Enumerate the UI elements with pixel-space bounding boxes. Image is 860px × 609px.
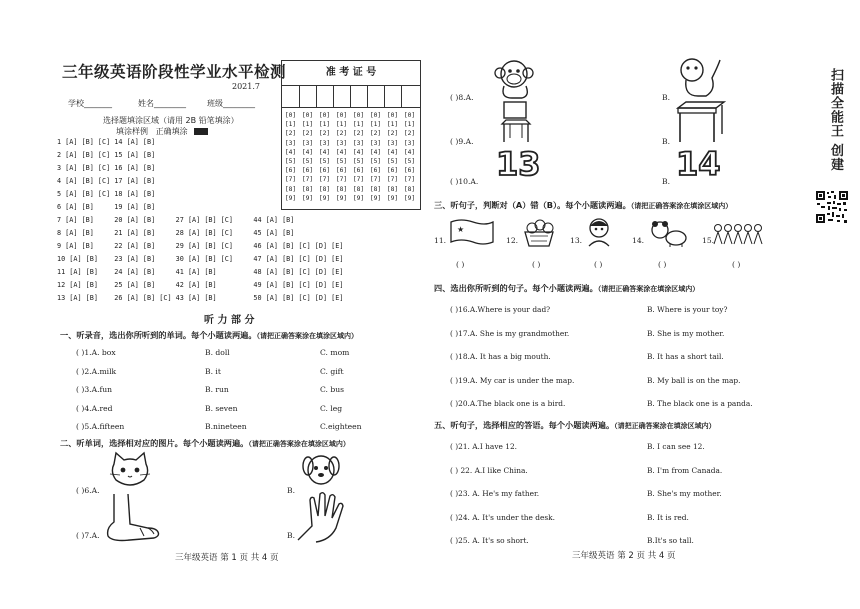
exam-id-digit-bubble[interactable]: [4] bbox=[284, 148, 297, 156]
svg-text:★: ★ bbox=[457, 225, 465, 234]
panda-animal-image bbox=[648, 218, 688, 248]
exam-id-digit-bubble[interactable]: [6] bbox=[301, 167, 314, 175]
exam-id-digit-bubble[interactable]: [1] bbox=[284, 121, 297, 129]
q8b-label: B. bbox=[662, 93, 670, 102]
exam-id-digit-bubble[interactable]: [4] bbox=[318, 148, 331, 156]
section1-option-b: B. it bbox=[205, 366, 221, 376]
section1-title bbox=[60, 330, 358, 341]
exam-id-digit-bubble[interactable]: [7] bbox=[335, 176, 348, 184]
section2-title-text: 二、听单词，选择相对应的图片。每个小题读两遍。 bbox=[60, 438, 249, 448]
section1-option-n: ( )5.A.fifteen bbox=[76, 422, 125, 431]
monkey-image-b bbox=[676, 56, 722, 100]
bubble-grid-row[interactable]: 11 [A] [B] 24 [A] [B] 41 [A] [B] 48 [A] [B] [C] [D] [E] bbox=[57, 268, 344, 276]
section1-option-c: C. bus bbox=[320, 385, 345, 394]
exam-id-digit-bubble[interactable]: [2] bbox=[284, 130, 297, 138]
exam-id-write-row[interactable] bbox=[282, 85, 420, 108]
chair-image bbox=[498, 100, 534, 144]
q10-label: ( )10.A. bbox=[450, 177, 479, 186]
section3-answer-blank[interactable]: ( ) bbox=[732, 260, 741, 269]
page2-s4_items-option-a: ( )16.A.Where is your dad? bbox=[450, 305, 551, 314]
exam-id-digit-bubble[interactable]: [1] bbox=[301, 121, 314, 129]
exam-id-digit-bubble[interactable]: [8] bbox=[301, 185, 314, 193]
bubble-grid-row[interactable]: 13 [A] [B] 26 [A] [B] [C] 43 [A] [B] 50 [A] [B] [C] [D] [E] bbox=[57, 294, 344, 302]
exam-id-digit-bubble[interactable]: [5] bbox=[352, 158, 365, 166]
exam-id-digit-bubble[interactable]: [3] bbox=[301, 139, 314, 147]
page2-s4_items-option-b: B. She is my mother. bbox=[647, 328, 725, 338]
cat-face-image bbox=[108, 450, 152, 490]
exam-id-digit-bubble[interactable]: [1] bbox=[403, 121, 416, 129]
page2-s5_items-option-b: B. It is red. bbox=[647, 512, 689, 522]
exam-id-digit-bubble[interactable]: [7] bbox=[369, 176, 382, 184]
page2-s5_items-option-a: ( ) 22. A.I like China. bbox=[450, 465, 528, 475]
exam-id-digit-bubble[interactable]: [3] bbox=[386, 139, 399, 147]
exam-id-digit-bubble[interactable]: [3] bbox=[318, 139, 331, 147]
bubble-grid-row[interactable]: 2 [A] [B] [C] 15 [A] [B] bbox=[57, 151, 156, 159]
section3-answer-blank[interactable]: ( ) bbox=[456, 260, 465, 269]
exam-id-digit-bubble[interactable]: [6] bbox=[386, 167, 399, 175]
exam-id-digit-bubble[interactable]: [0] bbox=[284, 112, 297, 119]
section1-option-n: ( )3.A.fun bbox=[76, 385, 113, 394]
exam-id-digit-bubble[interactable]: [9] bbox=[318, 194, 331, 202]
exam-id-digit-bubble[interactable]: [7] bbox=[386, 176, 399, 184]
dog-face-image bbox=[300, 448, 342, 490]
exam-id-digit-bubble[interactable]: [0] bbox=[352, 112, 365, 119]
class-label: 班级________ bbox=[207, 99, 255, 108]
section4-title bbox=[434, 283, 699, 294]
section3-answer-blank[interactable]: ( ) bbox=[532, 260, 541, 269]
section3-title-text: 三、听句子，判断对（A）错（B）。每个小题读两遍。 bbox=[434, 200, 631, 210]
crowd-children-image bbox=[712, 222, 770, 246]
page2-s4_items-option-b: B. Where is your toy? bbox=[647, 305, 728, 314]
fill-sample-swatch bbox=[194, 128, 208, 135]
exam-id-digit-bubble[interactable]: [5] bbox=[386, 158, 399, 166]
exam-id-digit-bubble[interactable]: [8] bbox=[369, 185, 382, 193]
exam-date: 2021.7 bbox=[232, 82, 260, 91]
exam-id-digit-bubble[interactable]: [4] bbox=[369, 148, 382, 156]
exam-id-digit-bubble[interactable]: [8] bbox=[335, 185, 348, 193]
fill-area-label: 选择题填涂区域（请用 2B 铅笔填涂） bbox=[103, 116, 239, 125]
exam-id-digit-bubble[interactable]: [5] bbox=[369, 158, 382, 166]
exam-id-digit-bubble[interactable]: [9] bbox=[335, 194, 348, 202]
exam-id-digit-bubble[interactable]: [5] bbox=[403, 158, 416, 166]
section1-title-text: 一、听录音，选出你所听到的单词。每个小题读两遍。 bbox=[60, 330, 257, 340]
name-label: 姓名________ bbox=[138, 99, 186, 108]
page2-s5_items-option-b: B. I can see 12. bbox=[647, 442, 705, 451]
exam-id-digit-bubble[interactable]: [4] bbox=[403, 148, 416, 156]
exam-id-digit-bubble[interactable]: [9] bbox=[284, 194, 297, 202]
footer-left: 三年级英语 第 1 页 共 4 页 bbox=[175, 553, 279, 563]
section3-item-label: 13. bbox=[570, 236, 583, 245]
exam-id-digit-bubble[interactable]: [6] bbox=[284, 167, 297, 175]
exam-id-digit-bubble[interactable]: [0] bbox=[403, 112, 416, 119]
section5-note: （请把正确答案涂在填涂区域内） bbox=[614, 422, 716, 430]
exam-id-digit-bubble[interactable]: [8] bbox=[386, 185, 399, 193]
section1-option-n: ( )2.A.milk bbox=[76, 366, 117, 376]
q6-label: ( )6.A. bbox=[76, 486, 100, 495]
exam-id-digit-bubble[interactable]: [8] bbox=[318, 185, 331, 193]
exam-id-digit-bubble[interactable]: [2] bbox=[318, 130, 331, 138]
bubble-answer-grid[interactable] bbox=[57, 138, 409, 334]
exam-id-digit-bubble[interactable]: [0] bbox=[335, 112, 348, 119]
section5-title-text: 五、听句子，选择相应的答语。每个小题读两遍。 bbox=[434, 420, 615, 430]
desk-image bbox=[676, 100, 726, 144]
page2-s5_items-option-a: ( )21. A.I have 12. bbox=[450, 442, 517, 451]
section3-title bbox=[434, 200, 732, 211]
exam-id-digit-bubble[interactable]: [2] bbox=[301, 130, 314, 138]
exam-id-digit-bubble[interactable]: [9] bbox=[403, 194, 416, 202]
page2-s4_items-option-b: B. It has a short tail. bbox=[647, 352, 724, 361]
listening-heading: 听 力 部 分 bbox=[204, 315, 255, 326]
exam-id-digit-bubble[interactable]: [9] bbox=[352, 194, 365, 202]
exam-id-digit-bubble[interactable]: [3] bbox=[335, 139, 348, 147]
section4-title-text: 四、选出你所听到的句子。每个小题读两遍。 bbox=[434, 283, 598, 293]
exam-id-digit-bubble[interactable]: [5] bbox=[335, 158, 348, 166]
exam-id-digit-bubble[interactable]: [6] bbox=[352, 167, 365, 175]
q9b-label: B. bbox=[662, 137, 670, 146]
section1-option-c: C.eighteen bbox=[320, 422, 362, 431]
bubble-grid-row[interactable]: 12 [A] [B] 25 [A] [B] 42 [A] [B] 49 [A] [B] [C] [D] [E] bbox=[57, 281, 344, 289]
exam-id-digit-bubble[interactable]: [1] bbox=[352, 121, 365, 129]
bubble-grid-row[interactable]: 8 [A] [B] 21 [A] [B] 28 [A] [B] [C] 45 [A] [B] bbox=[57, 229, 295, 237]
section3-item-label: 15. bbox=[702, 236, 715, 245]
exam-id-digit-bubble[interactable]: [2] bbox=[403, 130, 416, 138]
fill-example-text: 填涂样例 bbox=[116, 127, 148, 136]
china-flag-image bbox=[449, 218, 495, 248]
exam-id-digit-bubble[interactable]: [2] bbox=[352, 130, 365, 138]
number-14-image: 14 bbox=[676, 145, 721, 183]
section3-answer-blank[interactable]: ( ) bbox=[594, 260, 603, 269]
section1-option-n: ( )1.A. box bbox=[76, 348, 116, 357]
exam-id-digit-bubble[interactable]: [8] bbox=[403, 185, 416, 193]
exam-id-digit-bubble[interactable]: [0] bbox=[386, 112, 399, 119]
page2-s4_items-option-a: ( )17.A. She is my grandmother. bbox=[450, 328, 570, 338]
section3-note: （请把正确答案涂在填涂区域内） bbox=[630, 202, 733, 210]
section1-option-c: C. leg bbox=[320, 403, 343, 413]
exam-id-digit-bubble[interactable]: [1] bbox=[369, 121, 382, 129]
exam-id-digit-bubble[interactable]: [3] bbox=[369, 139, 382, 147]
q8-label: ( )8.A. bbox=[450, 93, 474, 102]
exam-id-digit-bubble[interactable]: [6] bbox=[318, 167, 331, 175]
q7b-label: B. bbox=[287, 531, 295, 540]
bubble-grid-row[interactable]: 10 [A] [B] 23 [A] [B] 30 [A] [B] [C] 47 [A] [B] [C] [D] [E] bbox=[57, 255, 344, 263]
exam-id-digit-bubble[interactable]: [7] bbox=[352, 176, 365, 184]
scanner-watermark-text: 扫描全能王 创建 bbox=[828, 68, 843, 172]
bubble-grid-row[interactable]: 9 [A] [B] 22 [A] [B] 29 [A] [B] [C] 46 [A] [B] [C] [D] [E] bbox=[57, 242, 344, 250]
section3-item-label: 12. bbox=[506, 236, 519, 245]
section3-item-label: 14. bbox=[632, 236, 645, 245]
exam-id-digit-bubble[interactable]: [2] bbox=[335, 130, 348, 138]
exam-id-digit-bubble[interactable]: [5] bbox=[301, 158, 314, 166]
exam-id-digit-bubble[interactable]: [7] bbox=[403, 176, 416, 184]
q10b-label: B. bbox=[662, 177, 670, 186]
monkey-image-a bbox=[492, 56, 538, 100]
exam-id-digit-bubble[interactable]: [5] bbox=[318, 158, 331, 166]
number-13-image: 13 bbox=[496, 145, 541, 183]
section1-option-b: B.nineteen bbox=[205, 422, 247, 431]
exam-id-digit-bubble[interactable]: [7] bbox=[284, 176, 297, 184]
page2-s4_items-option-a: ( )20.A.The black one is a bird. bbox=[450, 399, 566, 408]
q7-label: ( )7.A. bbox=[76, 531, 100, 540]
page2-s4_items-option-a: ( )19.A. My car is under the map. bbox=[450, 375, 575, 385]
exam-id-digit-bubble[interactable]: [5] bbox=[284, 158, 297, 166]
exam-id-digit-bubble[interactable]: [6] bbox=[403, 167, 416, 175]
exam-id-digit-bubble[interactable]: [1] bbox=[386, 121, 399, 129]
exam-id-digit-bubble[interactable]: [2] bbox=[386, 130, 399, 138]
bubble-grid-row[interactable]: 1 [A] [B] [C] 14 [A] [B] bbox=[57, 138, 156, 146]
exam-id-digit-bubble[interactable]: [1] bbox=[318, 121, 331, 129]
page2-s4_items-option-b: B. The black one is a panda. bbox=[647, 399, 753, 408]
page2-s5_items-option-b: B.It's so tall. bbox=[647, 536, 694, 545]
section1-option-b: B. seven bbox=[205, 403, 238, 413]
exam-id-digit-bubble[interactable]: [3] bbox=[403, 139, 416, 147]
exam-id-digit-bubble[interactable]: [7] bbox=[301, 176, 314, 184]
bubble-grid-row[interactable]: 7 [A] [B] 20 [A] [B] 27 [A] [B] [C] 44 [A] [B] bbox=[57, 216, 295, 224]
school-label: 学校_______ bbox=[68, 99, 112, 108]
fill-example-label bbox=[116, 126, 208, 137]
page2-s5_items-option-a: ( )24. A. It's under the desk. bbox=[450, 512, 556, 522]
section1-option-b: B. run bbox=[205, 385, 229, 394]
page2-s4_items-option-a: ( )18.A. It has a big mouth. bbox=[450, 352, 551, 361]
exam-id-digit-bubble[interactable]: [2] bbox=[369, 130, 382, 138]
page2-s4_items-option-b: B. My ball is on the map. bbox=[647, 375, 741, 385]
exam-id-digit-bubble[interactable]: [6] bbox=[335, 167, 348, 175]
bubble-grid-row[interactable]: 4 [A] [B] [C] 17 [A] [B] bbox=[57, 177, 156, 185]
section1-option-b: B. doll bbox=[205, 348, 230, 357]
bubble-grid-row[interactable]: 3 [A] [B] [C] 16 [A] [B] bbox=[57, 164, 156, 172]
exam-id-digit-bubble[interactable]: [4] bbox=[386, 148, 399, 156]
exam-id-digit-bubble[interactable]: [7] bbox=[318, 176, 331, 184]
exam-id-digit-bubble[interactable]: [1] bbox=[335, 121, 348, 129]
q9-label: ( )9.A. bbox=[450, 137, 474, 146]
hand-image bbox=[292, 490, 348, 544]
exam-id-digit-bubble[interactable]: [4] bbox=[301, 148, 314, 156]
section4-note: （请把正确答案涂在填涂区域内） bbox=[597, 285, 700, 293]
exam-id-digit-bubble[interactable]: [3] bbox=[352, 139, 365, 147]
foot-image bbox=[100, 492, 162, 544]
section3-answer-blank[interactable]: ( ) bbox=[658, 260, 667, 269]
exam-id-digit-bubble[interactable]: [8] bbox=[284, 185, 297, 193]
exam-id-digit-bubble[interactable]: [9] bbox=[301, 194, 314, 202]
section1-note: （请把正确答案涂在填涂区域内） bbox=[256, 332, 359, 340]
exam-id-digit-bubble[interactable]: [6] bbox=[369, 167, 382, 175]
correct-fill-text: 正确填涂 bbox=[155, 127, 188, 136]
exam-title: 三年级英语阶段性学业水平检测 bbox=[62, 63, 287, 81]
qr-code-image bbox=[815, 190, 849, 224]
bubble-grid-row[interactable]: 6 [A] [B] 19 [A] [B] bbox=[57, 203, 156, 211]
footer-right: 三年级英语 第 2 页 共 4 页 bbox=[572, 551, 676, 561]
exam-id-digit-bubble[interactable]: [3] bbox=[284, 139, 297, 147]
exam-id-digit-bubble[interactable]: [0] bbox=[318, 112, 331, 119]
page2-s5_items-option-b: B. She's my mother. bbox=[647, 489, 722, 498]
exam-id-digit-bubble[interactable]: [9] bbox=[369, 194, 382, 202]
q6b-label: B. bbox=[287, 486, 295, 495]
bubble-grid-row[interactable]: 5 [A] [B] [C] 18 [A] [B] bbox=[57, 190, 156, 198]
exam-id-digit-bubble[interactable]: [9] bbox=[386, 194, 399, 202]
exam-id-digit-bubble[interactable]: [4] bbox=[335, 148, 348, 156]
section2-note: （请把正确答案涂在填涂区域内） bbox=[248, 440, 350, 448]
exam-id-digit-bubble[interactable]: [8] bbox=[352, 185, 365, 193]
section5-title bbox=[434, 420, 716, 431]
page2-s5_items-option-b: B. I'm from Canada. bbox=[647, 465, 723, 475]
page2-s5_items-option-a: ( )25. A. It's so short. bbox=[450, 536, 529, 545]
exam-id-digit-bubble[interactable]: [4] bbox=[352, 148, 365, 156]
boy-face-image bbox=[585, 216, 613, 248]
exam-id-digit-bubble[interactable]: [0] bbox=[369, 112, 382, 119]
section3-item-label: 11. bbox=[434, 236, 447, 245]
section1-option-c: C. mom bbox=[320, 348, 350, 357]
page2-s5_items-option-a: ( )23. A. He's my father. bbox=[450, 489, 540, 498]
fruit-basket-image bbox=[522, 218, 556, 248]
section1-option-c: C. gift bbox=[320, 366, 344, 376]
section1-option-n: ( )4.A.red bbox=[76, 403, 113, 413]
exam-id-digit-bubble[interactable]: [0] bbox=[301, 112, 314, 119]
exam-id-title: 准 考 证 号 bbox=[282, 61, 420, 86]
